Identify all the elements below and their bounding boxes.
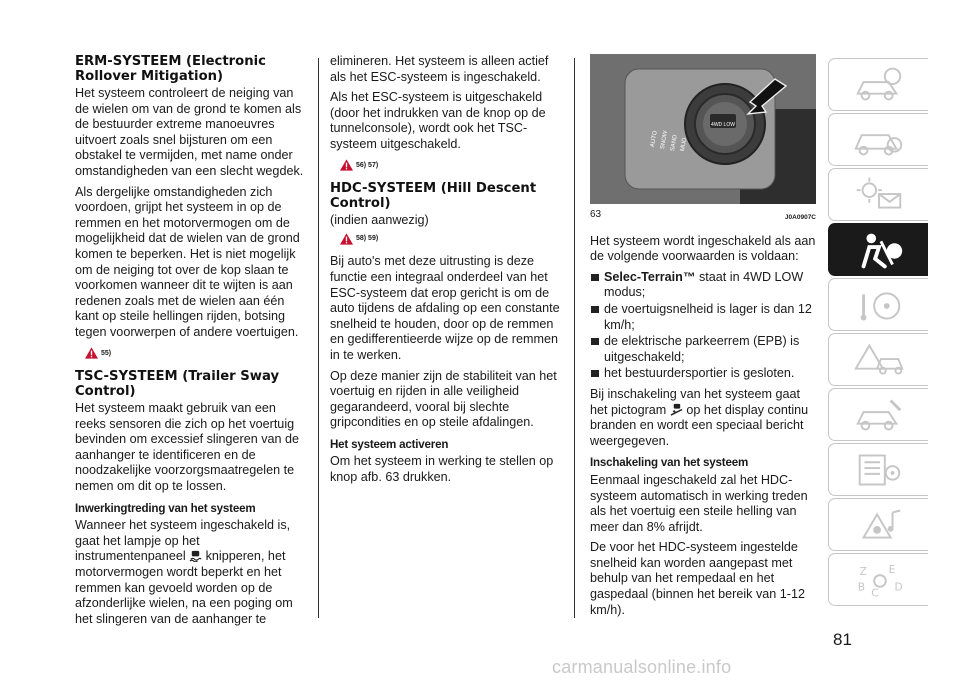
warning-ref-56-57[interactable] [340,158,562,174]
svg-text:B: B [857,580,865,594]
warning-triangle-icon [85,347,98,359]
wrench-car-icon [850,394,908,436]
tsc-paragraph-2-start: Wanneer het systeem ingeschakeld is, gaat het lampje op het instrumentenpaneel [75,518,291,564]
tab-multimedia[interactable] [828,498,928,551]
hill-descent-icon [670,403,683,416]
dashboard-car-icon [850,64,908,106]
hdc-icon-paragraph-end: op het display continu branden en wordt een speciaal bericht weergegeven. [590,402,809,448]
tab-technical-data[interactable] [828,443,928,496]
svg-text:D: D [893,580,903,594]
list-item [590,366,816,382]
hdc-conditions-intro: Het systeem wordt ingeschakeld als aan de volgende voorwaarden is voldaan: [590,233,816,264]
list-item [590,334,816,365]
chapter-tabs [828,58,928,608]
fig-label-mud: MUD [679,137,689,152]
column-middle [330,54,562,491]
tsc-paragraph-4: Als het ESC-systeem is uitgeschakeld (door het indrukken van de knop op de tunnelconsole), wordt ook het TSC-systeem uitgeschakeld. [330,90,546,151]
tsc-heading: TSC-SYSTEEM (Trailer Sway Control) [75,369,280,400]
tab-safety[interactable] [828,223,928,276]
column-left [75,54,305,632]
list-item [590,270,816,301]
list-item-text: het bestuurdersportier is gesloten. [604,366,795,381]
fig-label-auto: AUTO [649,130,659,148]
stability-control-lamp-icon [189,549,202,562]
warning-ref-58-59[interactable] [340,231,562,247]
list-item-text: de elektrische parkeerrem (EPB) is uitgeschakeld; [604,334,800,364]
watermark: carmanualsonline.info [552,657,732,677]
tab-index[interactable] [828,553,928,606]
list-item-bold: Selec-Terrain™ [604,269,696,284]
svg-text:C: C [870,585,879,599]
tab-starting-driving[interactable] [828,278,928,331]
fig-label-sand: SAND [669,134,679,152]
hdc-activate-subheading: Het systeem activeren [330,437,449,451]
warning-triangle-icon [340,159,353,171]
hdc-paragraph-speed: De voor het HDC-systeem ingestelde snelheid kan worden aangepast met behulp van het rempedaal en het gaspedaal (binnen het bereik van 1-12 km/h). [590,540,805,617]
hdc-paragraph-engage: Eenmaal ingeschakeld zal het HDC-systeem automatisch in werking treden als het voertuig een steile helling van meer dan 8% afrijdt. [590,472,808,534]
hdc-icon-paragraph-start: Bij inschakeling van het systeem gaat het pictogram [590,386,801,417]
steering-wheel-icon [850,284,908,326]
technical-data-icon [850,449,908,491]
tsc-paragraph-1: Het systeem maakt gebruik van een reeks sensoren die zich op het voertuig bevinden om excessief slingeren van de aanhanger te identificeren en de noodzakelijke voorzorgsmaatregelen te nemen om dit op te lossen. [75,401,300,494]
figure-caption [590,207,816,226]
svg-text:E: E [888,562,895,576]
tab-maintenance[interactable] [828,388,928,441]
figure-number: 63 [590,209,602,220]
tsc-paragraph-2-end: knipperen, het motorvermogen wordt beperkt en het remmen kan gevoeld worden op de afzonderlijke wielen, na een poging om het slingeren van de aanhanger te [75,549,293,626]
hdc-engage-subheading: Inschakeling van het systeem [590,456,749,470]
tab-car-info[interactable] [828,113,928,166]
hdc-conditions-list [590,270,816,382]
page-number: 81 [833,630,852,649]
multimedia-icon [850,504,908,546]
car-info-icon [850,119,908,161]
hdc-paragraph-3: Om het systeem in werking te stellen op knop afb. 63 drukken. [330,454,554,485]
tab-lights-messages[interactable] [828,168,928,221]
warning-ref-55[interactable] [85,346,305,362]
hdc-paragraph-1: Bij auto's met deze uitrusting is deze functie een integraal onderdeel van het ESC-systeem dat erop gericht is om de auto tijdens de afdaling op een constante snelheid te houden, door op de remmen en gedifferentieerde wijze op de remmen in te werken. [330,254,560,362]
tab-dashboard[interactable] [828,58,928,111]
erm-heading: ERM-SYSTEEM (Electronic Rollover Mitigation) [75,54,266,84]
erm-paragraph-2: Als dergelijke omstandigheden zich voordoen, grijpt het systeem in op de remmen en het motorvermogen om de mogelijkheid dat de wielen van de grond komen te beperken. Het is niet mogelijk om de neiging tot over de kop slaan te voorkomen wanneer dit te wijten is aan redenen zoals met de wielen aan één kant op steile hellingen rijden, botsing tegen voorwerpen of andere voertuigen. [75,184,300,339]
hdc-icon-paragraph [590,387,816,449]
list-item-text: de voertuigsnelheid is lager is dan 12 km/h; [604,301,812,332]
tsc-subheading: Inwerkingtreding van het systeem [75,501,256,515]
selec-terrain-knob-illustration [590,54,816,204]
hdc-heading: HDC-SYSTEEM (Hill Descent Control) [330,181,537,212]
svg-text:Z: Z [859,564,867,578]
safety-airbag-icon [850,229,908,271]
column-divider-1 [318,58,319,618]
warning-ref-label: 55) [101,349,112,357]
list-item [590,302,816,333]
fig-label-4wd-low: 4WD LOW [711,122,735,128]
list-item-text: staat in 4WD LOW modus; [604,269,804,300]
warning-car-icon [850,339,908,381]
index-letters-icon [850,559,908,601]
column-divider-2 [574,58,575,618]
fig-label-snow: SNOW [659,130,670,150]
figure-63-selec-terrain-knob [590,54,816,204]
tsc-paragraph-2 [75,518,305,627]
erm-paragraph-1: Het systeem controleert de neiging van de wielen om van de grond te komen als de bestuurder extreme manoeuvres uitvoert zoals snel bijsturen om een obstakel te vermijden, met name onder omstandigheden van een slecht wegdek. [75,86,304,178]
warning-ref-label: 56) 57) [356,161,379,169]
column-right [590,54,816,623]
hdc-paragraph-2: Op deze manier zijn de stabiliteit van het voertuig en rijden in alle veiligheid gegarandeerd, vooral bij slechte gripcondities en op steile afdalingen. [330,368,557,430]
tsc-paragraph-3: elimineren. Het systeem is alleen actief als het ESC-systeem is ingeschakeld. [330,54,549,84]
warning-ref-label: 58) 59) [356,234,379,242]
warning-triangle-icon [340,233,353,245]
figure-code: J0A0907C [784,214,816,221]
hdc-note: (indien aanwezig) [330,213,429,228]
tab-emergency[interactable] [828,333,928,386]
sun-envelope-icon [850,174,908,216]
